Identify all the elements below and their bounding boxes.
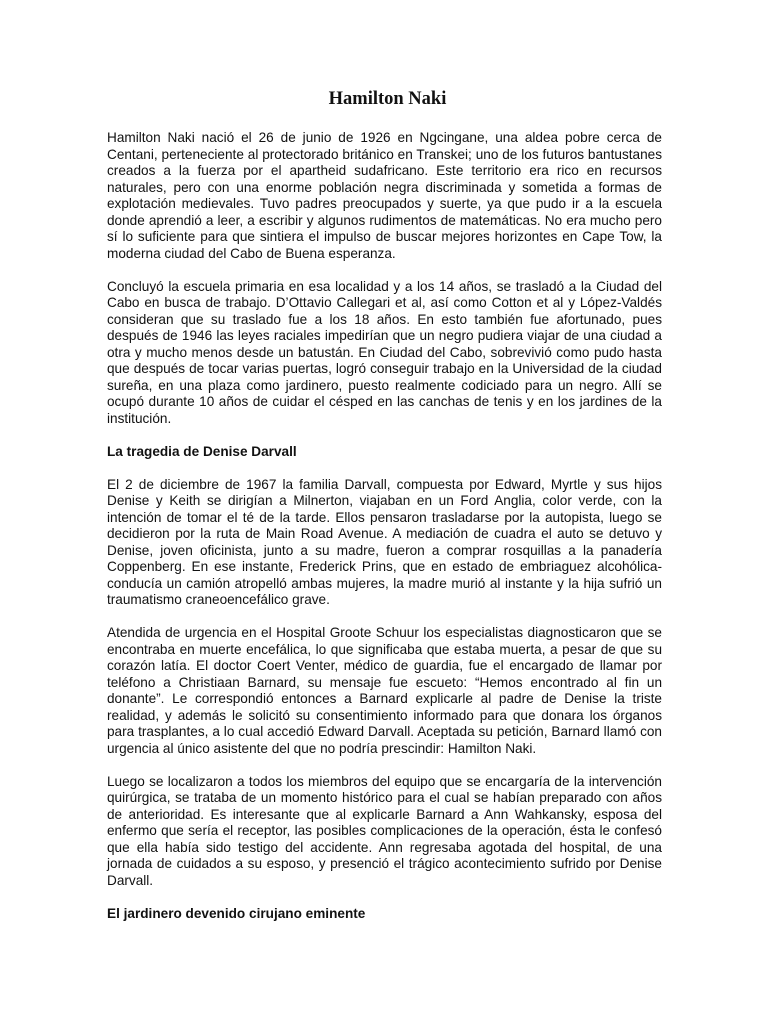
paragraph-surgical-team: Luego se localizaron a todos los miembros del equipo que se encargaría de la intervención quirúrgica, se trataba de un momento histórico para el cual se habían preparado con años de anterioridad. Es interesante que al explicarle Barnard a Ann Wahkansky, esposa del enfermo que sería el receptor, las posibles complicaciones de la operación, ésta le confesó que ella había sido testigo del accidente. Ann regresaba agotada del hospital, de una jornada de cuidados a su esposo, y presenció el trágico acontecimiento sufrido por Denise Darvall.	[107, 773, 662, 888]
paragraph-accident: El 2 de diciembre de 1967 la familia Darvall, compuesta por Edward, Myrtle y sus hijos Denise y Keith se dirigían a Milnerton, viajaban en un Ford Anglia, color verde, con la intención de tomar el té de la tarde. Ellos pensaron trasladarse por la autopista, luego se decidieron por la ruta de Main Road Avenue. A mediación de cuadra el auto se detuvo y Denise, joven oficinista, junto a su madre, fueron a comprar rosquillas a la panadería Coppenberg. En ese instante, Frederick Prins, que en estado de embriaguez alcohólica-conducía un camión atropelló ambas mujeres, la madre murió al instante y la hija sufrió un traumatismo craneoencefálico grave.	[107, 476, 662, 607]
document-page	[107, 88, 662, 939]
section-heading-gardener-surgeon: El jardinero devenido cirujano eminente	[107, 905, 366, 921]
document-title: Hamilton Naki	[328, 89, 447, 109]
paragraph-early-life: Hamilton Naki nació el 26 de junio de 1926 en Ngcingane, una aldea pobre cerca de Centani, perteneciente al protectorado británico en Transkei; uno de los futuros bantustanes creados a la fuerza por el apartheid sudafricano. Este territorio era rico en recursos naturales, pero con una enorme población negra discriminada y sometida a formas de explotación medievales. Tuvo padres preocupados y suerte, ya que pudo ir a la escuela donde aprendió a leer, a escribir y algunos rudimentos de matemáticas. No era mucho pero sí lo suficiente para que sintiera el impulso de buscar mejores horizontes en Cape Tow, la moderna ciudad del Cabo de Buena esperanza.	[107, 130, 662, 261]
paragraph-hospital: Atendida de urgencia en el Hospital Groote Schuur los especialistas diagnosticaron que se encontraba en muerte encefálica, lo que significaba que estaba muerta, a pesar de que su corazón latía. El doctor Coert Venter, médico de guardia, fue el encargado de llamar por teléfono a Christiaan Barnard, su mensaje fue escueto: “Hemos encontrado al fin un donante”. Le correspondió entonces a Barnard explicarle al padre de Denise la triste realidad, y además le solicitó su consentimiento informado para que donara los órganos para trasplantes, a lo cual accedió Edward Darvall. Aceptada su petición, Barnard llamó con urgencia al único asistente del que no podría prescindir: Hamilton Naki.	[107, 625, 662, 756]
paragraph-cape-town: Concluyó la escuela primaria en esa localidad y a los 14 años, se trasladó a la Ciudad del Cabo en busca de trabajo. D’Ottavio Callegari et al, así como Cotton et al y López-Valdés consideran que su traslado fue a los 18 años. En esto también fue afortunado, pues después de 1946 las leyes raciales impedirían que un negro pudiera viajar de una ciudad a otra y mucho menos desde un batustán. En Ciudad del Cabo, sobrevivió como pudo hasta que después de tocar varias puertas, logró conseguir trabajo en la Universidad de la ciudad sureña, en una plaza como jardinero, puesto realmente codiciado para un negro. Allí se ocupó durante 10 años de cuidar el césped en las canchas de tenis y en los jardines de la institución.	[107, 278, 662, 426]
section-heading-tragedy: La tragedia de Denise Darvall	[107, 443, 297, 459]
